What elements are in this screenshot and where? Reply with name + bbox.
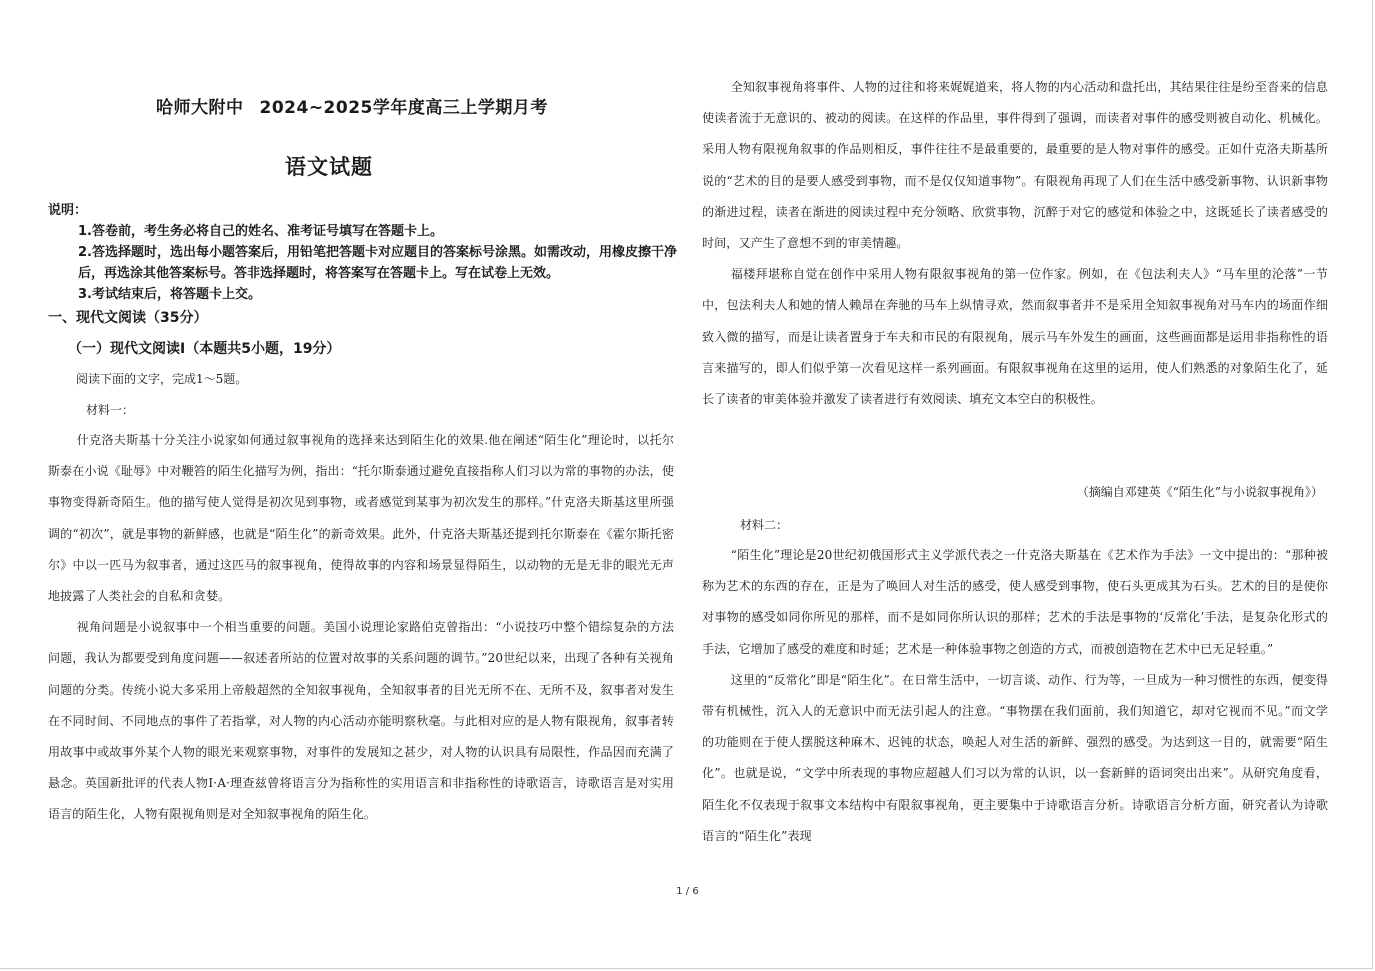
right-column-text-2 — [702, 540, 1328, 852]
reading-instruction: 阅读下面的文字，完成1～5题。 — [76, 372, 248, 386]
school-name: 哈师大附中 — [156, 98, 244, 118]
right-column-text — [702, 72, 1328, 415]
section-title: 一、现代文阅读（35分） — [48, 310, 208, 326]
instructions-label: 说明： — [48, 203, 88, 218]
citation: （摘编自邓建英《“陌生化”与小说叙事视角》） — [1076, 485, 1323, 499]
paragraph: 全知叙事视角将事件、人物的过往和将来娓娓道来，将人物的内心活动和盘托出，其结果往往是纷至沓来的信息使读者流于无意识的、被动的阅读。在这样的作品里，事件得到了强调，而读者对事件的感受则被自动化、机械化。采用人物有限视角叙事的作品则相反，事件往往不是最重要的，最重要的是人物对事件的感受。正如什克洛夫斯基所说的“艺术的目的是要人感受到事物，而不是仅仅知道事物”。有限视角再现了人们在生活中感受新事物、认识新事物的渐进过程，读者在渐进的阅读过程中充分领略、欣赏事物，沉醉于对它的感觉和体验之中，这既延长了读者感受的时间，又产生了意想不到的审美情趣。 — [702, 80, 1328, 251]
material-one-label: 材料一： — [86, 403, 135, 417]
paragraph: 什克洛夫斯基十分关注小说家如何通过叙事视角的选择来达到陌生化的效果.他在阐述“陌生化”理论时，以托尔斯泰在小说《耻辱》中对鞭笞的陌生化描写为例，指出：“托尔斯泰通过避免直接指称人们习以为常的事物的办法，使事物变得新奇陌生。他的描写使人觉得是初次见到事物，或者感觉到某事为初次发生的那样。”什克洛夫斯基这里所强调的“初次”，就是事物的新鲜感，也就是“陌生化”的新奇效果。此外，什克洛夫斯基还提到托尔斯泰在《霍尔斯托密尔》中以一匹马为叙事者，通过这匹马的叙事视角，使得故事的内容和场景显得陌生，以动物的无是无非的眼光无声地披露了人类社会的自私和贪婪。 — [48, 433, 674, 604]
paragraph: 福楼拜堪称自觉在创作中采用人物有限叙事视角的第一位作家。例如，在《包法利夫人》“马车里的沦落”一节中，包法利夫人和她的情人赖昂在奔驰的马车上纵情寻欢，然而叙事者并不是采用全知叙事视角对马车内的场面作细致入微的描写，而是让读者置身于车夫和市民的有限视角，展示马车外发生的画面，这些画面都是运用非指称性的语言来描写的，即人们似乎第一次看见这样一系列画面。有限叙事视角在这里的运用，使人们熟悉的对象陌生化了，延长了读者的审美体验并激发了读者进行有效阅读、填充文本空白的积极性。 — [702, 267, 1328, 407]
subject-title: 语文试题 — [285, 155, 373, 179]
instruction-item: 3.考试结束后，将答题卡上交。 — [78, 287, 261, 302]
subsection-title: （一）现代文阅读Ⅰ（本题共5小题，19分） — [68, 341, 341, 357]
paragraph: 视角问题是小说叙事中一个相当重要的问题。美国小说理论家路伯克曾指出：“小说技巧中整个错综复杂的方法问题，我认为都要受到角度问题——叙述者所站的位置对故事的关系问题的调节。”20世纪以来，出现了各种有关视角问题的分类。传统小说大多采用上帝般超然的全知叙事视角，全知叙事者的目光无所不在、无所不及，叙事者对发生在不同时间、不同地点的事件了若指掌，对人物的内心活动亦能明察秋毫。与此相对应的是人物有限视角，叙事者转用故事中或故事外某个人物的眼光来观察事物，对事件的发展知之甚少，对人物的认识具有局限性，作品因而充满了悬念。英国新批评的代表人物I·A·理查兹曾将语言分为指称性的实用语言和非指称性的诗歌语言，诗歌语言是对实用语言的陌生化，人物有限视角则是对全知叙事视角的陌生化。 — [48, 620, 674, 822]
left-column-text — [48, 425, 674, 831]
page-number: 1 / 6 — [676, 886, 699, 897]
instruction-item: 1.答卷前，考生务必将自己的姓名、准考证号填写在答题卡上。 — [78, 224, 443, 239]
instruction-item: 2.答选择题时，选出每小题答案后，用铅笔把答题卡对应题目的答案标号涂黑。如需改动，用橡皮擦干净后，再选涂其他答案标号。答非选择题时，将答案写在答题卡上。写在试卷上无效。 — [78, 245, 677, 281]
exam-name: 2024~2025学年度高三上学期月考 — [259, 98, 548, 118]
paragraph: 这里的“反常化”即是“陌生化”。在日常生活中，一切言谈、动作、行为等，一旦成为一种习惯性的东西，便变得带有机械性，沉入人的无意识中而无法引起人的注意。“事物摆在我们面前，我们知道它，却对它视而不见。”而文学的功能则在于使人摆脱这种麻木、迟钝的状态，唤起人对生活的新鲜、强烈的感受。为达到这一目的，就需要“陌生化”。也就是说，“文学中所表现的事物应超越人们习以为常的认识，以一套新鲜的语词突出出来”。从研究角度看，陌生化不仅表现于叙事文本结构中有限叙事视角，更主要集中于诗歌语言分析。诗歌语言分析方面，研究者认为诗歌语言的“陌生化”表现 — [702, 672, 1328, 843]
exam-title — [156, 93, 548, 118]
paragraph: “陌生化”理论是20世纪初俄国形式主义学派代表之一什克洛夫斯基在《艺术作为手法》一文中提出的：“那种被称为艺术的东西的存在，正是为了唤回人对生活的感受，使人感受到事物，使石头更成其为石头。艺术的目的是使你对事物的感受如同你所见的那样，而不是如同你所认识的那样；艺术的手法是事物的‘反常化’手法，是复杂化形式的手法，它增加了感受的难度和时延；艺术是一种体验事物之创造的方式，而被创造物在艺术中已无足轻重。” — [702, 548, 1328, 656]
instructions — [48, 200, 680, 305]
material-two-label: 材料二： — [740, 518, 789, 532]
